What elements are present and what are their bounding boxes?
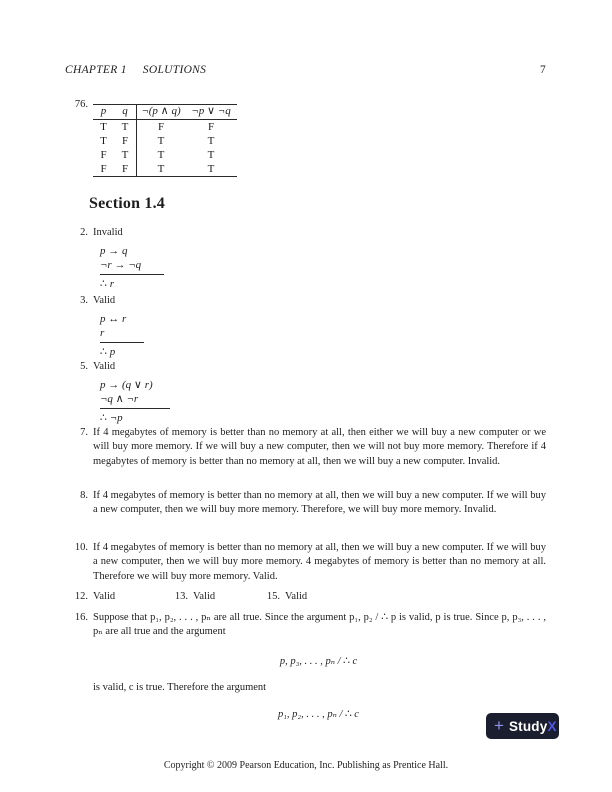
solution-paragraph: If 4 megabytes of memory is better than no memory at all, then we will buy a new computer. If we will buy a new computer, then we will buy more memory. Therefore, we will buy more memory. Invalid. bbox=[93, 490, 546, 516]
answers-row bbox=[65, 590, 546, 606]
problem-13 bbox=[165, 590, 215, 604]
problem-body bbox=[93, 294, 546, 360]
item-number: 8. bbox=[80, 490, 88, 501]
table-cell: T bbox=[207, 149, 215, 161]
section-title: Section 1.4 bbox=[89, 195, 165, 212]
content-column bbox=[65, 0, 546, 792]
truth-table-header-row bbox=[93, 105, 237, 120]
problem-body bbox=[93, 360, 546, 426]
argument-premise: p → q bbox=[100, 245, 128, 258]
chapter-label: CHAPTER 1 bbox=[65, 64, 127, 76]
problem-2 bbox=[65, 226, 546, 292]
footer-copyright: Copyright © 2009 Pearson Education, Inc. Publishing as Prentice Hall. bbox=[163, 760, 449, 771]
studyx-brand-label: Study bbox=[508, 718, 548, 734]
item-number: 3. bbox=[80, 295, 88, 306]
table-cell: T bbox=[100, 121, 107, 133]
logical-argument bbox=[100, 379, 546, 426]
inference-rule-line bbox=[100, 342, 144, 344]
item-number: 7. bbox=[80, 427, 88, 438]
table-header-not-p-and-q: ¬(p ∧ q) bbox=[141, 105, 181, 117]
plus-icon: + bbox=[494, 716, 504, 735]
page-number: 7 bbox=[539, 64, 546, 76]
display-formula-1: p, p₃, . . . , pₙ / ∴ c bbox=[279, 656, 358, 667]
item-number: 12. bbox=[74, 591, 88, 602]
argument-premise: r bbox=[100, 326, 105, 339]
studyx-brand-x: X bbox=[547, 718, 557, 734]
table-cell: F bbox=[100, 163, 107, 175]
table-cell: T bbox=[207, 135, 215, 147]
table-cell: T bbox=[207, 163, 215, 175]
validity-label: Valid bbox=[285, 591, 308, 602]
table-cell: T bbox=[114, 120, 137, 135]
item-number: 5. bbox=[80, 361, 88, 372]
argument-conclusion: ∴ r bbox=[100, 278, 115, 291]
table-cell: F bbox=[114, 134, 137, 148]
inference-rule-line bbox=[100, 274, 164, 276]
argument-premise: ¬q ∧ ¬r bbox=[100, 392, 139, 405]
display-formula-2: p₁, p₂, . . . , pₙ / ∴ c bbox=[278, 709, 359, 720]
table-cell: T bbox=[114, 148, 137, 162]
inference-rule-line bbox=[100, 408, 170, 410]
table-cell: T bbox=[100, 135, 107, 147]
logical-argument bbox=[100, 245, 546, 292]
solution-paragraph-continued: is valid, c is true. Therefore the argument bbox=[93, 682, 267, 693]
problem-16 bbox=[65, 611, 546, 640]
problem-3 bbox=[65, 294, 546, 360]
item-number: 13. bbox=[174, 591, 188, 602]
table-header-notp-or-notq: ¬p ∨ ¬q bbox=[191, 105, 231, 117]
item-number: 2. bbox=[80, 227, 88, 238]
table-cell: F bbox=[157, 121, 165, 133]
problem-7 bbox=[65, 426, 546, 469]
solution-paragraph: Suppose that p₁, p₂, . . . , pₙ are all true. Since the argument p₁, p₂ / ∴ p is valid, p is true. Since p, p₃, . . . , pₙ are all true and the argument bbox=[93, 612, 546, 638]
argument-premise: ¬r → ¬q bbox=[100, 258, 142, 271]
table-cell: T bbox=[157, 163, 165, 175]
truth-table bbox=[93, 104, 237, 177]
table-header-p: p bbox=[100, 105, 107, 117]
argument-premise: p ↔ r bbox=[100, 313, 127, 326]
solution-paragraph: If 4 megabytes of memory is better than no memory at all, then either we will buy a new computer or we will buy more memory. If we will buy a new computer, then we will not buy more memory. Therefore if 4 megabytes of memory is better than no memory at all, then we will buy a new computer. Invalid. bbox=[93, 427, 546, 467]
table-cell: F bbox=[114, 162, 137, 177]
table-cell: T bbox=[157, 135, 165, 147]
validity-label: Valid bbox=[193, 591, 216, 602]
logical-argument bbox=[100, 313, 546, 360]
table-cell: F bbox=[100, 149, 107, 161]
problem-15 bbox=[257, 590, 307, 604]
item-number: 16. bbox=[74, 612, 88, 623]
table-header-q: q bbox=[114, 105, 137, 120]
table-cell: F bbox=[207, 121, 215, 133]
studyx-badge[interactable] bbox=[486, 713, 559, 739]
item-number: 76. bbox=[74, 99, 88, 110]
problem-5 bbox=[65, 360, 546, 426]
problem-12 bbox=[65, 590, 115, 604]
validity-label: Valid bbox=[93, 361, 116, 372]
table-row bbox=[93, 162, 237, 177]
solutions-label: SOLUTIONS bbox=[142, 64, 207, 76]
problem-76 bbox=[65, 98, 237, 177]
argument-conclusion: ∴ p bbox=[100, 346, 116, 359]
table-row bbox=[93, 148, 237, 162]
argument-premise: p → (q ∨ r) bbox=[100, 379, 153, 392]
item-number: 15. bbox=[266, 591, 280, 602]
validity-label: Valid bbox=[93, 295, 116, 306]
validity-label: Invalid bbox=[93, 227, 123, 238]
argument-conclusion: ∴ ¬p bbox=[100, 412, 123, 425]
validity-label: Valid bbox=[93, 591, 116, 602]
problem-body bbox=[93, 226, 546, 292]
problem-8 bbox=[65, 489, 546, 518]
table-row bbox=[93, 134, 237, 148]
item-number: 10. bbox=[74, 542, 88, 553]
solution-paragraph: If 4 megabytes of memory is better than no memory at all, then we will buy a new computer. If we will buy a new computer, then we will buy more memory. 4 megabytes of memory is better than no memory at all. Therefore we will buy more memory. Valid. bbox=[93, 542, 546, 582]
problem-10 bbox=[65, 541, 546, 584]
table-cell: T bbox=[157, 149, 165, 161]
table-row bbox=[93, 120, 237, 135]
